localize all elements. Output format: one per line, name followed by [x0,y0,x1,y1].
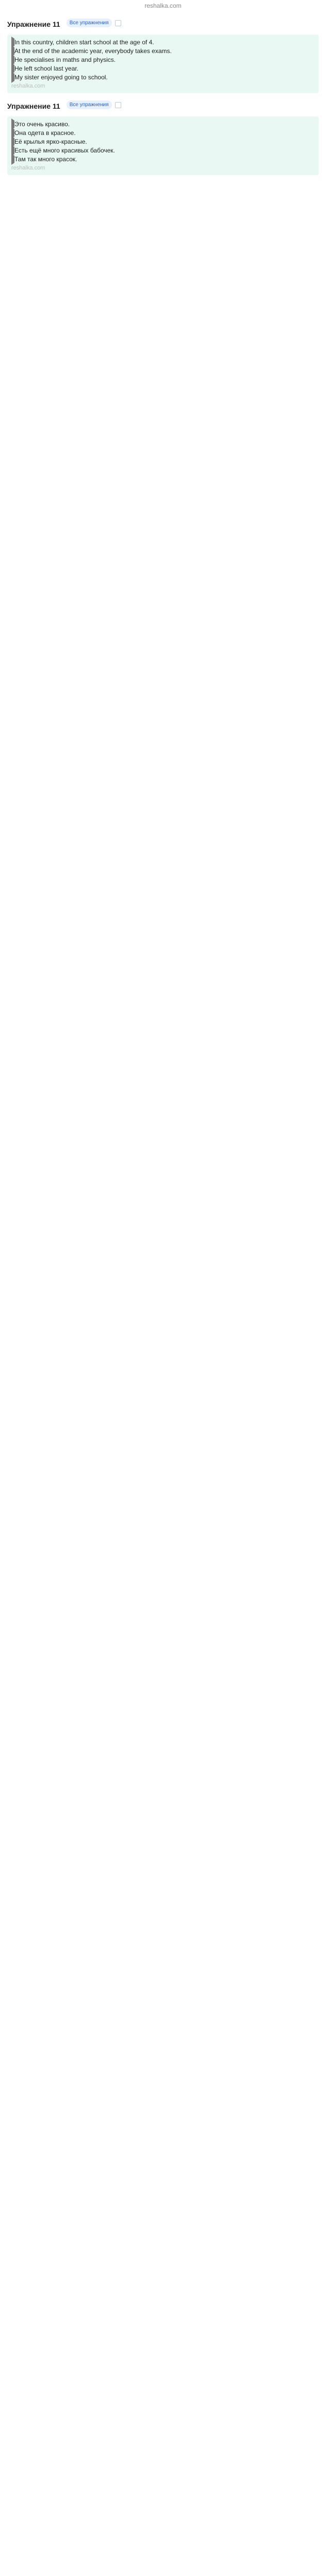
list-item: He left school last year. [11,65,315,73]
list-item: Это очень красиво. [11,121,315,128]
list-item: Она одета в красное. [11,129,315,137]
list-item: In this country, children start school at the age of 4. [11,39,315,46]
section-1-badge[interactable]: Все упражнения [67,19,112,27]
fold-icon[interactable] [115,102,121,108]
section-1-header [7,14,319,31]
section-2-badge[interactable]: Все упражнения [67,100,112,109]
section-1-list [7,35,319,93]
list-item: Её крылья ярко-красные. [11,138,315,146]
fold-icon[interactable] [115,20,121,26]
content [0,11,326,2576]
remaining-content-area [7,178,319,2576]
list-item: At the end of the academic year, everybody takes exams. [11,47,315,55]
list-item: My sister enjoyed going to school. [11,74,315,81]
list-item: He specialises in maths and physics. [11,56,315,64]
section-1-title: Упражнение 11 [7,20,60,28]
site-header [0,0,326,11]
list-item: Есть ещё много красивых бабочек. [11,147,315,155]
list-item: Там так много красок. [11,156,315,163]
watermark: reshalka.com [11,83,45,89]
watermark: reshalka.com [11,165,45,171]
section-2-title: Упражнение 11 [7,102,60,110]
site-name: reshalka.com [144,2,182,9]
section-2-list [7,116,319,175]
section-2-header [7,96,319,113]
